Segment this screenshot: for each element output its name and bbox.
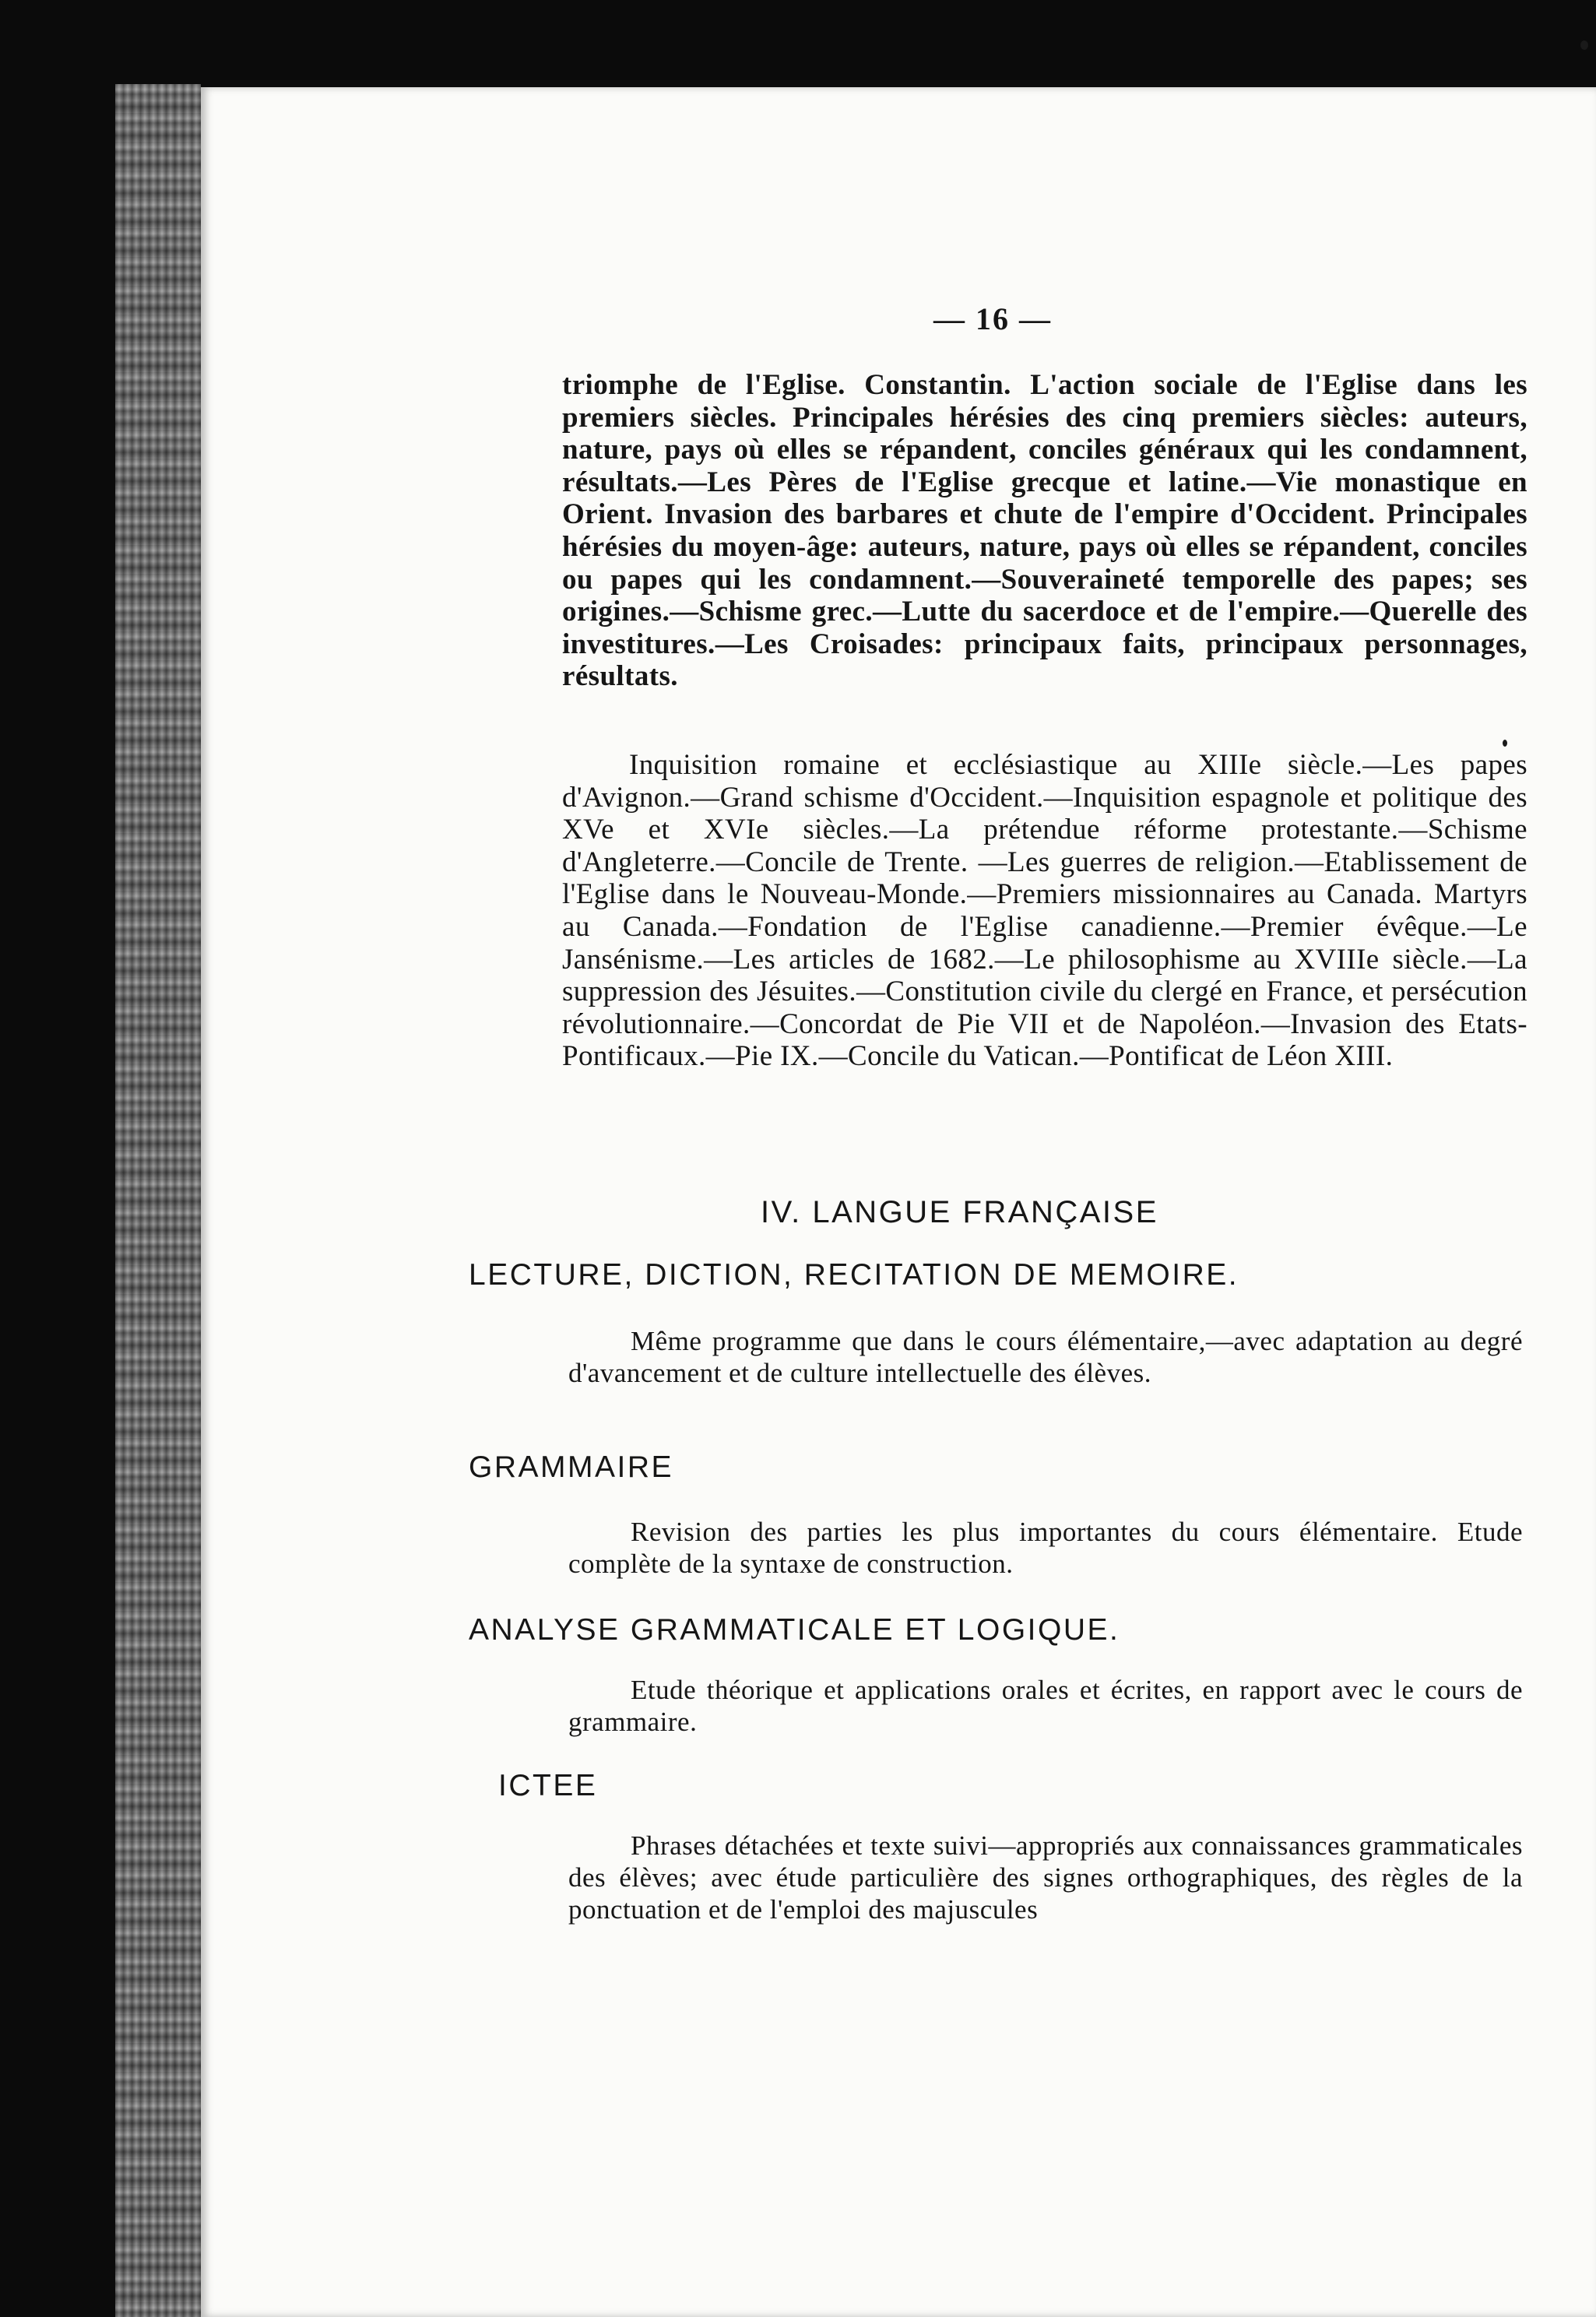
subsection-heading-grammaire: GRAMMAIRE <box>469 1450 674 1484</box>
subsection-text-analyse: Etude théorique et applications orales et écrites, en rapport avec le cours de grammaire. <box>568 1675 1523 1737</box>
subsection-text-lecture: Même programme que dans le cours élémentaire,—avec adaptation au degré d'avancement et de culture intellectuelle des élèves. <box>568 1326 1523 1388</box>
subsection-heading-analyse: ANALYSE GRAMMATICALE ET LOGIQUE. <box>469 1613 1120 1647</box>
church-history-paragraph: triomphe de l'Eglise. Constantin. L'action sociale de l'Eglise dans les premiers siècles. Principales hérésies des cinq premiers siècles: auteurs, nature, pays où elles se répandent, conciles généraux qui les condamnent, résultats.—Les Pères de l'Eglise grecque et latine.—Vie monastique en Orient. Invasion des barbares et chute de l'empire d'Occident. Principales hérésies du moyen-âge: auteurs, nature, pays où elles se répandent, conciles ou papes qui les condamnent.—Souveraineté temporelle des papes; ses origines.—Schisme grec.—Lutte du sacerdoce et de l'empire.—Querelle des investitures.—Les Croisades: principaux faits, principaux personnages, résultats. <box>562 369 1527 693</box>
section-title: IV. LANGUE FRANÇAISE <box>761 1195 1158 1229</box>
page-number: — 16 — <box>933 301 1052 336</box>
book-binding-edge <box>115 84 201 2317</box>
subsection-text-dictee: Phrases détachées et texte suivi—appropriés aux connaissances grammaticales des élèves; avec étude particulière des signes orthographiques, des règles de la ponctuation et de l'emploi des majuscules <box>568 1830 1523 1925</box>
subsection-text-grammaire: Revision des parties les plus importantes du cours élémentaire. Etude complète de la syntaxe de construction. <box>568 1517 1523 1579</box>
dust-speck <box>1580 40 1588 50</box>
dust-speck <box>1503 740 1507 747</box>
church-history-paragraph-2: Inquisition romaine et ecclésiastique au XIIIe siècle.—Les papes d'Avignon.—Grand schisme d'Occident.—Inquisition espagnole et politique des XVe et XVIe siècles.—La prétendue réforme protestante.—Schisme d'Angleterre.—Concile de Trente. —Les guerres de religion.—Etablissement de l'Eglise dans le Nouveau-Monde.—Premiers missionnaires au Canada. Martyrs au Canada.—Fondation de l'Eglise canadienne.—Premier évêque.—Le Jansénisme.—Les articles de 1682.—Le philosophisme au XVIIIe siècle.—La suppression des Jésuites.—Constitution civile du clergé en France, et persécution révolutionnaire.—Concordat de Pie VII et de Napoléon.—Invasion des Etats-Pontificaux.—Pie IX.—Concile du Vatican.—Pontificat de Léon XIII. <box>562 749 1527 1073</box>
subsection-heading-lecture: LECTURE, DICTION, RECITATION DE MEMOIRE. <box>469 1258 1239 1292</box>
subsection-heading-dictee: ICTEE <box>498 1769 598 1802</box>
